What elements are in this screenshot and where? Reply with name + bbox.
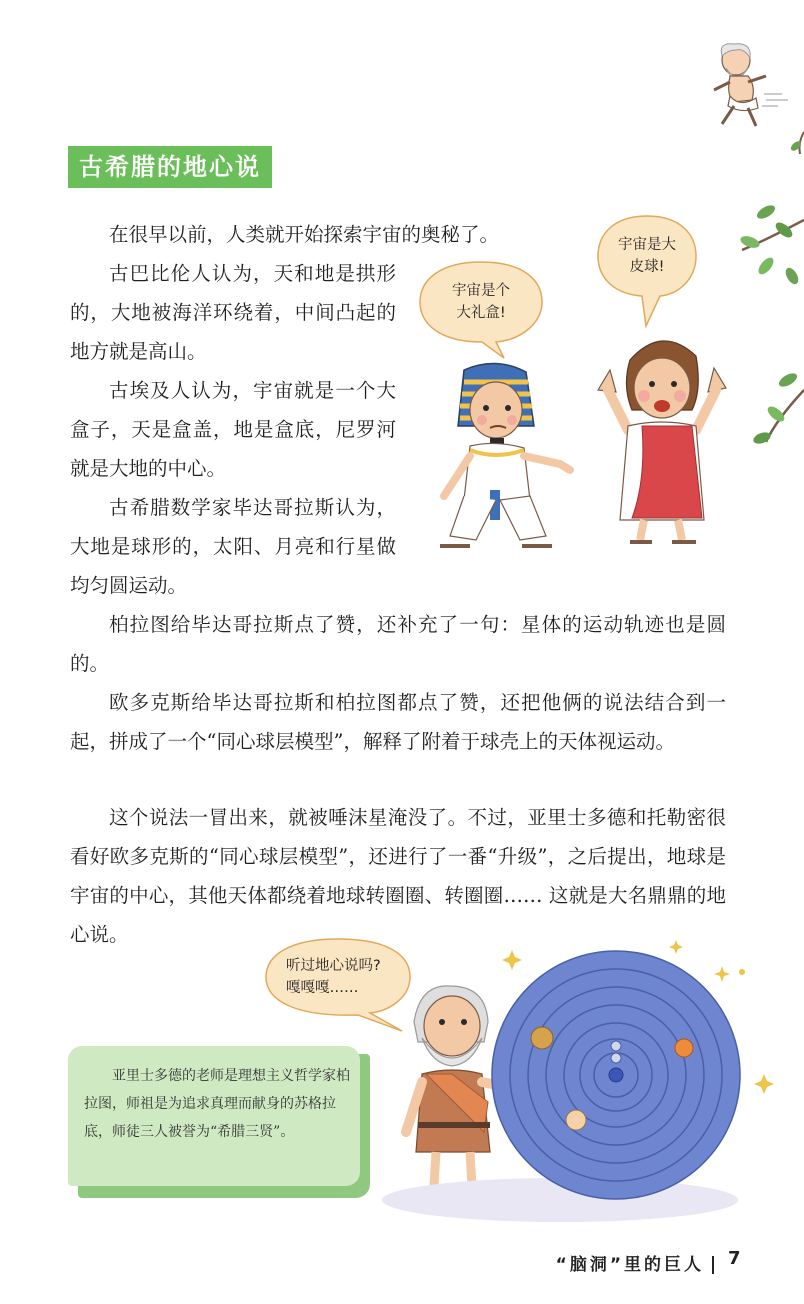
bubble-line: 嘎嘎嘎…… [286,980,359,996]
paragraph-eudoxus: 欧多克斯给毕达哥拉斯和柏拉图都点了赞，还把他俩的说法结合到一起，拼成了一个“同心球层模型”，解释了附着于球壳上的天体视运动。 [70,691,726,753]
greek-figure-illustration [592,330,732,550]
concentric-sphere-model-illustration [380,930,780,1230]
bubble-line: 宇宙是大 [618,237,676,253]
paragraph-intro: 在很早以前，人类就开始探索宇宙的奥秘了。 [109,223,500,246]
paragraph-plato: 柏拉图给毕达哥拉斯点了赞，还补充了一句：星体的运动轨迹也是圆的。 [70,613,726,675]
leafy-branch-decoration [736,180,804,460]
paragraph-geocentric: 这个说法一冒出来，就被唾沫星淹没了。不过，亚里士多德和托勒密很看好欧多克斯的“同心球层模型”，还进行了一番“升级”，之后提出，地球是宇宙的中心，其他天体都绕着地球转圈圈、转圈圈…… 这就是大名鼎鼎的地心说。 [70,806,726,946]
branch-tip-decoration [780,128,804,158]
footer-divider [712,1256,714,1274]
paragraph-egypt: 古埃及人认为，宇宙就是一个大盒子，天是盒盖，地是盒底，尼罗河就是大地的中心。 [70,379,396,480]
speech-bubble-egyptian [416,258,546,360]
page-number: 7 [728,1248,741,1269]
side-note [68,1046,368,1192]
note-box [68,1046,360,1186]
section-heading: 古希腊的地心说 [68,146,272,188]
running-footer [556,1250,722,1275]
speech-bubble-greek [594,212,700,330]
note-text: 亚里士多德的老师是理想主义哲学家柏拉图，师祖是为追求真理而献身的苏格拉底，师徒三人被誉为“希腊三贤”。 [84,1068,350,1140]
egyptian-figure-illustration [430,360,580,555]
bubble-line: 大礼盒! [456,305,506,321]
paragraph-pythagoras: 古希腊数学家毕达哥拉斯认为，大地是球形的，太阳、月亮和行星做均匀圆运动。 [70,496,396,597]
paragraph-babylon: 古巴比伦人认为，天和地是拱形的，大地被海洋环绕着，中间凸起的地方就是高山。 [70,262,396,363]
running-old-man-illustration [700,38,800,130]
bubble-line: 宇宙是个 [452,283,510,299]
bubble-line: 皮球! [629,259,665,275]
book-title: “脑洞”里的巨人 [555,1255,704,1275]
bubble-line: 听过地心说吗? [286,958,381,974]
